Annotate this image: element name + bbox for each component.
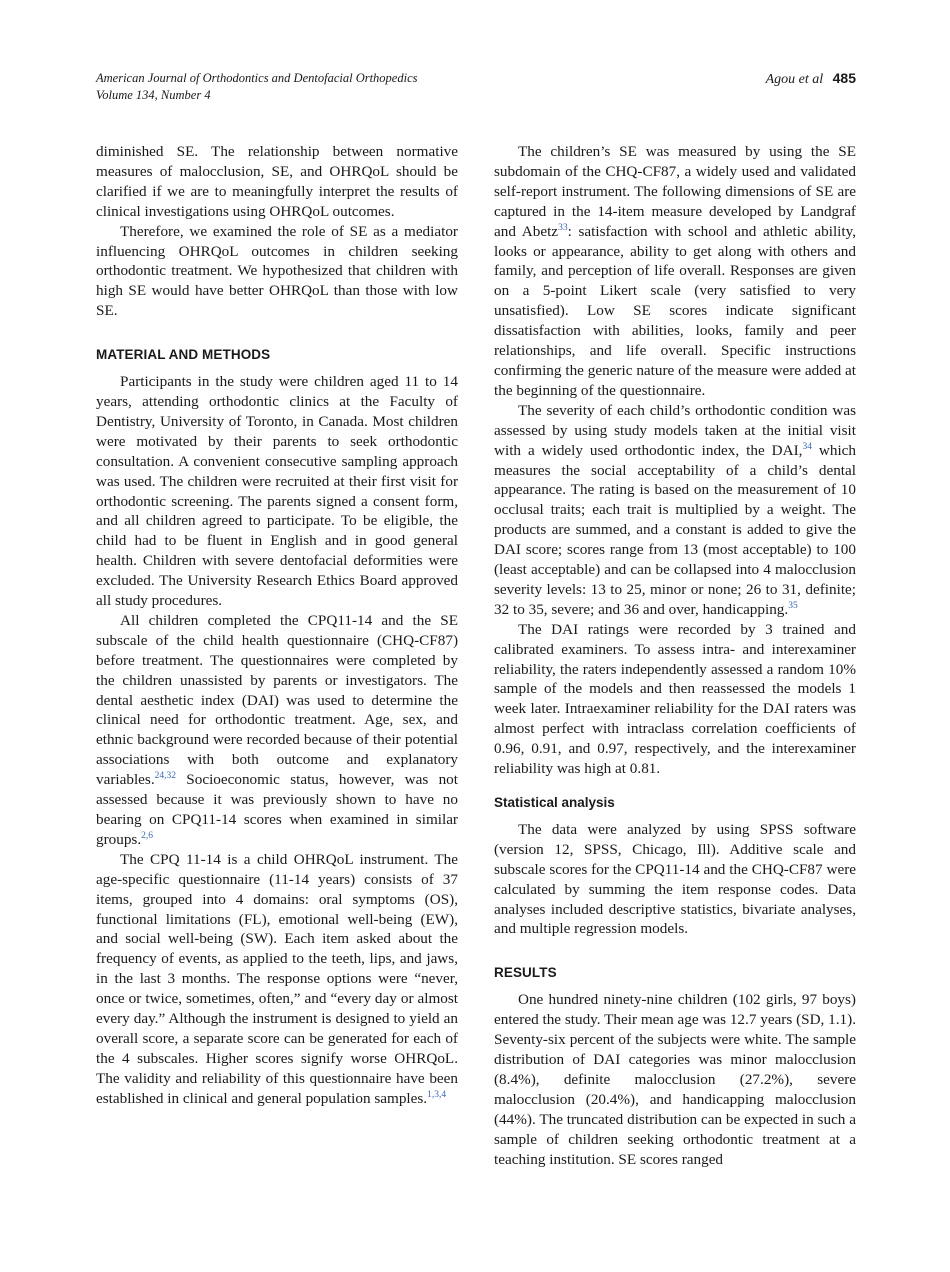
section-heading-results: RESULTS <box>494 965 557 981</box>
citation-link[interactable]: 34 <box>802 441 812 452</box>
right-column <box>494 142 856 1169</box>
paragraph: Participants in the study were children aged 11 to 14 years, attending orthodontic clinics at the Faculty of Dentistry, University of Toronto, in Canada. Most children were motivated by their parents to seek orthodontic consultation. A convenient consecutive sampling approach was used. The children were recruited at their first visit for orthodontic screening. The parents signed a consent form, and all children agreed to participate. To be eligible, the child had to be fluent in English and in good general health. Children with severe dentofacial deformities were excluded. The University Research Ethics Board approved all study procedures. <box>96 373 458 610</box>
left-column <box>96 142 458 1109</box>
running-head-authors: Agou et al <box>765 72 824 87</box>
paragraph: One hundred ninety-nine children (102 girls, 97 boys) entered the study. Their mean age was 12.7 years (SD, 1.1). Seventy-six percent of the subjects were white. The sample distribution of DAI categories was minor malocclusion (8.4%), definite malocclusion (27.2%), severe malocclusion (20.4%), and handicapping malocclusion (44%). The truncated distribution can be expected in such a sample of children seeking orthodontic treatment at a teaching institution. SE scores ranged <box>494 991 856 1168</box>
paragraph: diminished SE. The relationship between normative measures of malocclusion, SE, and OHRQoL should be clarified if we are to meaningfully interpret the results of clinical investigations using OHRQoL outcomes. <box>96 143 458 220</box>
citation-link[interactable]: 35 <box>788 600 798 611</box>
paragraph-text: which measures the social acceptability of a child’s dental appearance. The rating is based on the measurement of 10 occlusal traits; each trait is multiplied by a weight. The products are summed, and a constant is added to give the DAI score; scores range from 13 (most acceptable) to 100 (least acceptable) and can be collapsed into 4 malocclusion severity levels: 13 to 25, minor or none; 26 to 31, definite; 32 to 35, severe; and 36 and over, handicapping. <box>494 441 856 618</box>
paragraph <box>96 611 458 850</box>
paragraph <box>494 142 856 401</box>
running-head-right <box>766 70 856 88</box>
journal-volume: Volume 134, Number 4 <box>96 88 211 102</box>
citation-link[interactable]: 2,6 <box>141 830 154 841</box>
paragraph <box>96 850 458 1109</box>
journal-name: American Journal of Orthodontics and Dentofacial Orthopedics <box>96 71 418 85</box>
paragraph-text: : satisfaction with school and athletic ability, looks or appearance, ability to get along with others and family, and perception of life overall. Responses are given on a 5-point Likert scale (very satisfied to very unsatisfied). Low SE scores indicate significant dissatisfaction with abilities, looks, family and peer relationships, and life overall. Specific instructions confirming the generic nature of the measure were added at the beginning of the questionnaire. <box>494 222 857 399</box>
paragraph-text: The children’s SE was measured by using the SE subdomain of the CHQ-CF87, a widely used and validated self-report instrument. The following dimensions of SE are captured in the 14-item measure developed by Landgraf and Abetz <box>494 143 856 240</box>
paragraph: Therefore, we examined the role of SE as a mediator influencing OHRQoL outcomes in children seeking orthodontic treatment. We hypothesized that children with high SE would have better OHRQoL than those with low SE. <box>96 222 458 320</box>
section-heading-methods: MATERIAL AND METHODS <box>96 347 271 363</box>
paragraph-text: The severity of each child’s orthodontic condition was assessed by using study models taken at the initial visit with a widely used orthodontic index, the DAI, <box>494 401 856 459</box>
paragraph: The DAI ratings were recorded by 3 trained and calibrated examiners. To assess intra- and interexaminer reliability, the raters independently assessed a random 10% sample of the models and then reassessed the models 1 week later. Intraexaminer reliability for the DAI raters was almost perfect with intraclass correlation coefficients of 0.96, 0.91, and 0.97, respectively, and the interexaminer reliability was high at 0.81. <box>494 620 856 778</box>
paragraph-text: All children completed the CPQ11-14 and the SE subscale of the child health questionnaire (CHQ-CF87) before treatment. The questionnaires were completed by the children unassisted by parents or investigators. The dental aesthetic index (DAI) was used to determine the clinical need for orthodontic treatment. Age, sex, and ethnic background were recorded because of their potential associations with both outcome and explanatory variables. <box>96 611 458 789</box>
paragraph: The data were analyzed by using SPSS software (version 12, SPSS, Chicago, Ill). Additive scale and subscale scores for the CPQ11-14 and the CHQ-CF87 were calculated by summing the item response codes. Data analyses included descriptive statistics, bivariate analyses, and multiple regression models. <box>494 820 856 938</box>
citation-link[interactable]: 24,32 <box>154 771 176 782</box>
paragraph-text: Socioeconomic status, however, was not assessed because it was previously shown to have no bearing on CPQ11-14 scores when examined in similar groups. <box>96 771 458 848</box>
subsection-heading-statistics: Statistical analysis <box>494 795 615 810</box>
paragraph-text: The CPQ 11-14 is a child OHRQoL instrument. The age-specific questionnaire (11-14 years) consists of 37 items, grouped into 4 domains: oral symptoms (OS), functional limitations (FL), emotional well-being (EW), and social well-being (SW). Each item asked about the frequency of events, as applied to the teeth, lips, and jaws, in the last 3 months. The response options were “never, once or twice, sometimes, often,” and “every day or almost every day.” Although the instrument is designed to yield an overall score, a separate score can be generated for each of the 4 subscales. Higher scores signify worse OHRQoL. The validity and reliability of this questionnaire have been established in clinical and general population samples. <box>96 850 458 1107</box>
paragraph <box>494 401 856 620</box>
citation-link[interactable]: 1,3,4 <box>427 1089 447 1100</box>
page-number: 485 <box>832 70 856 86</box>
running-head <box>96 70 856 110</box>
citation-link[interactable]: 33 <box>558 222 568 233</box>
